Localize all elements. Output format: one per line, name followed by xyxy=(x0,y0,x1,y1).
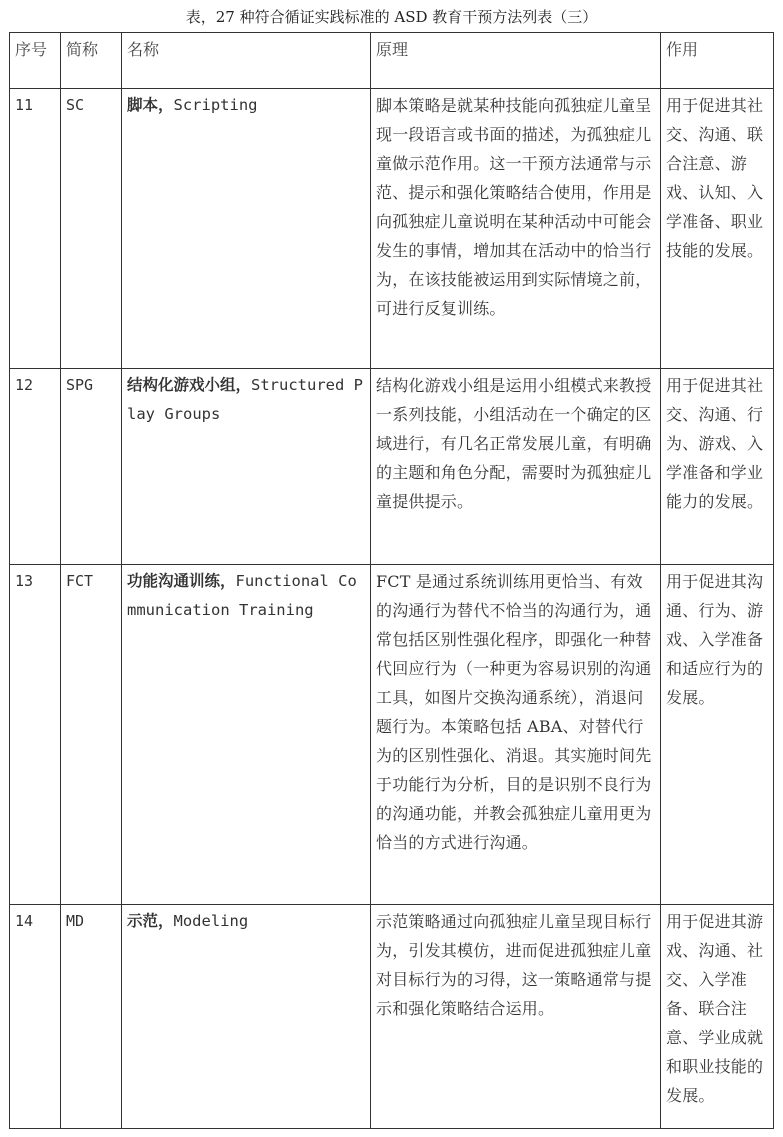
row-name-en: Scripting xyxy=(173,96,258,114)
header-effect: 作用 xyxy=(661,33,774,89)
row-name-cn: 脚本， xyxy=(127,96,174,114)
row-effect: 用于促进其游戏、沟通、社交、入学准备、联合注意、学业成就和职业技能的发展。 xyxy=(661,905,774,1129)
table-row xyxy=(10,89,774,369)
row-name xyxy=(122,905,371,1129)
row-abbr: SC xyxy=(61,89,122,369)
table-caption: 表，27 种符合循证实践标准的 ASD 教育干预方法列表（三） xyxy=(185,8,598,26)
header-name: 名称 xyxy=(122,33,371,89)
intervention-table xyxy=(9,32,774,1129)
row-name-en: Modeling xyxy=(173,912,249,930)
row-name-cn: 功能沟通训练， xyxy=(127,572,236,590)
row-principle: FCT 是通过系统训练用更恰当、有效的沟通行为替代不恰当的沟通行为，通常包括区别性强化程序，即强化一种替代回应行为（一种更为容易识别的沟通工具，如图片交换沟通系统），消退问题行为。本策略包括 ABA、对替代行为的区别性强化、消退。其实施时间先于功能行为分析，目的是识别不良行为的沟通功能，并教会孤独症儿童用更为恰当的方式进行沟通。 xyxy=(371,565,661,905)
row-name xyxy=(122,89,371,369)
row-principle: 结构化游戏小组是运用小组模式来教授一系列技能，小组活动在一个确定的区域进行，有几名正常发展儿童，有明确的主题和角色分配，需要时为孤独症儿童提供提示。 xyxy=(371,369,661,565)
row-name-en: Structured Play Groups xyxy=(127,376,363,423)
row-name-cn: 示范， xyxy=(127,912,174,930)
header-num: 序号 xyxy=(10,33,61,89)
row-name-en: Functional Communication Training xyxy=(127,572,357,619)
row-num: 13 xyxy=(10,565,61,905)
table-row xyxy=(10,369,774,565)
header-abbr: 简称 xyxy=(61,33,122,89)
row-num: 12 xyxy=(10,369,61,565)
row-effect: 用于促进其社交、沟通、行为、游戏、入学准备和学业能力的发展。 xyxy=(661,369,774,565)
row-abbr: MD xyxy=(61,905,122,1129)
table-header-row xyxy=(10,33,774,89)
row-principle: 脚本策略是就某种技能向孤独症儿童呈现一段语言或书面的描述，为孤独症儿童做示范作用。这一干预方法通常与示范、提示和强化策略结合使用，作用是向孤独症儿童说明在某种活动中可能会发生的事情，增加其在活动中的恰当行为，在该技能被运用到实际情境之前，可进行反复训练。 xyxy=(371,89,661,369)
row-name-cn: 结构化游戏小组， xyxy=(127,376,252,394)
header-principle: 原理 xyxy=(371,33,661,89)
row-num: 14 xyxy=(10,905,61,1129)
row-abbr: SPG xyxy=(61,369,122,565)
row-name xyxy=(122,369,371,565)
row-effect: 用于促进其社交、沟通、联合注意、游戏、认知、入学准备、职业技能的发展。 xyxy=(661,89,774,369)
row-name xyxy=(122,565,371,905)
row-abbr: FCT xyxy=(61,565,122,905)
row-effect: 用于促进其沟通、行为、游戏、入学准备和适应行为的发展。 xyxy=(661,565,774,905)
row-num: 11 xyxy=(10,89,61,369)
table-row xyxy=(10,905,774,1129)
table-row xyxy=(10,565,774,905)
row-principle: 示范策略通过向孤独症儿童呈现目标行为，引发其模仿，进而促进孤独症儿童对目标行为的习得，这一策略通常与提示和强化策略结合运用。 xyxy=(371,905,661,1129)
